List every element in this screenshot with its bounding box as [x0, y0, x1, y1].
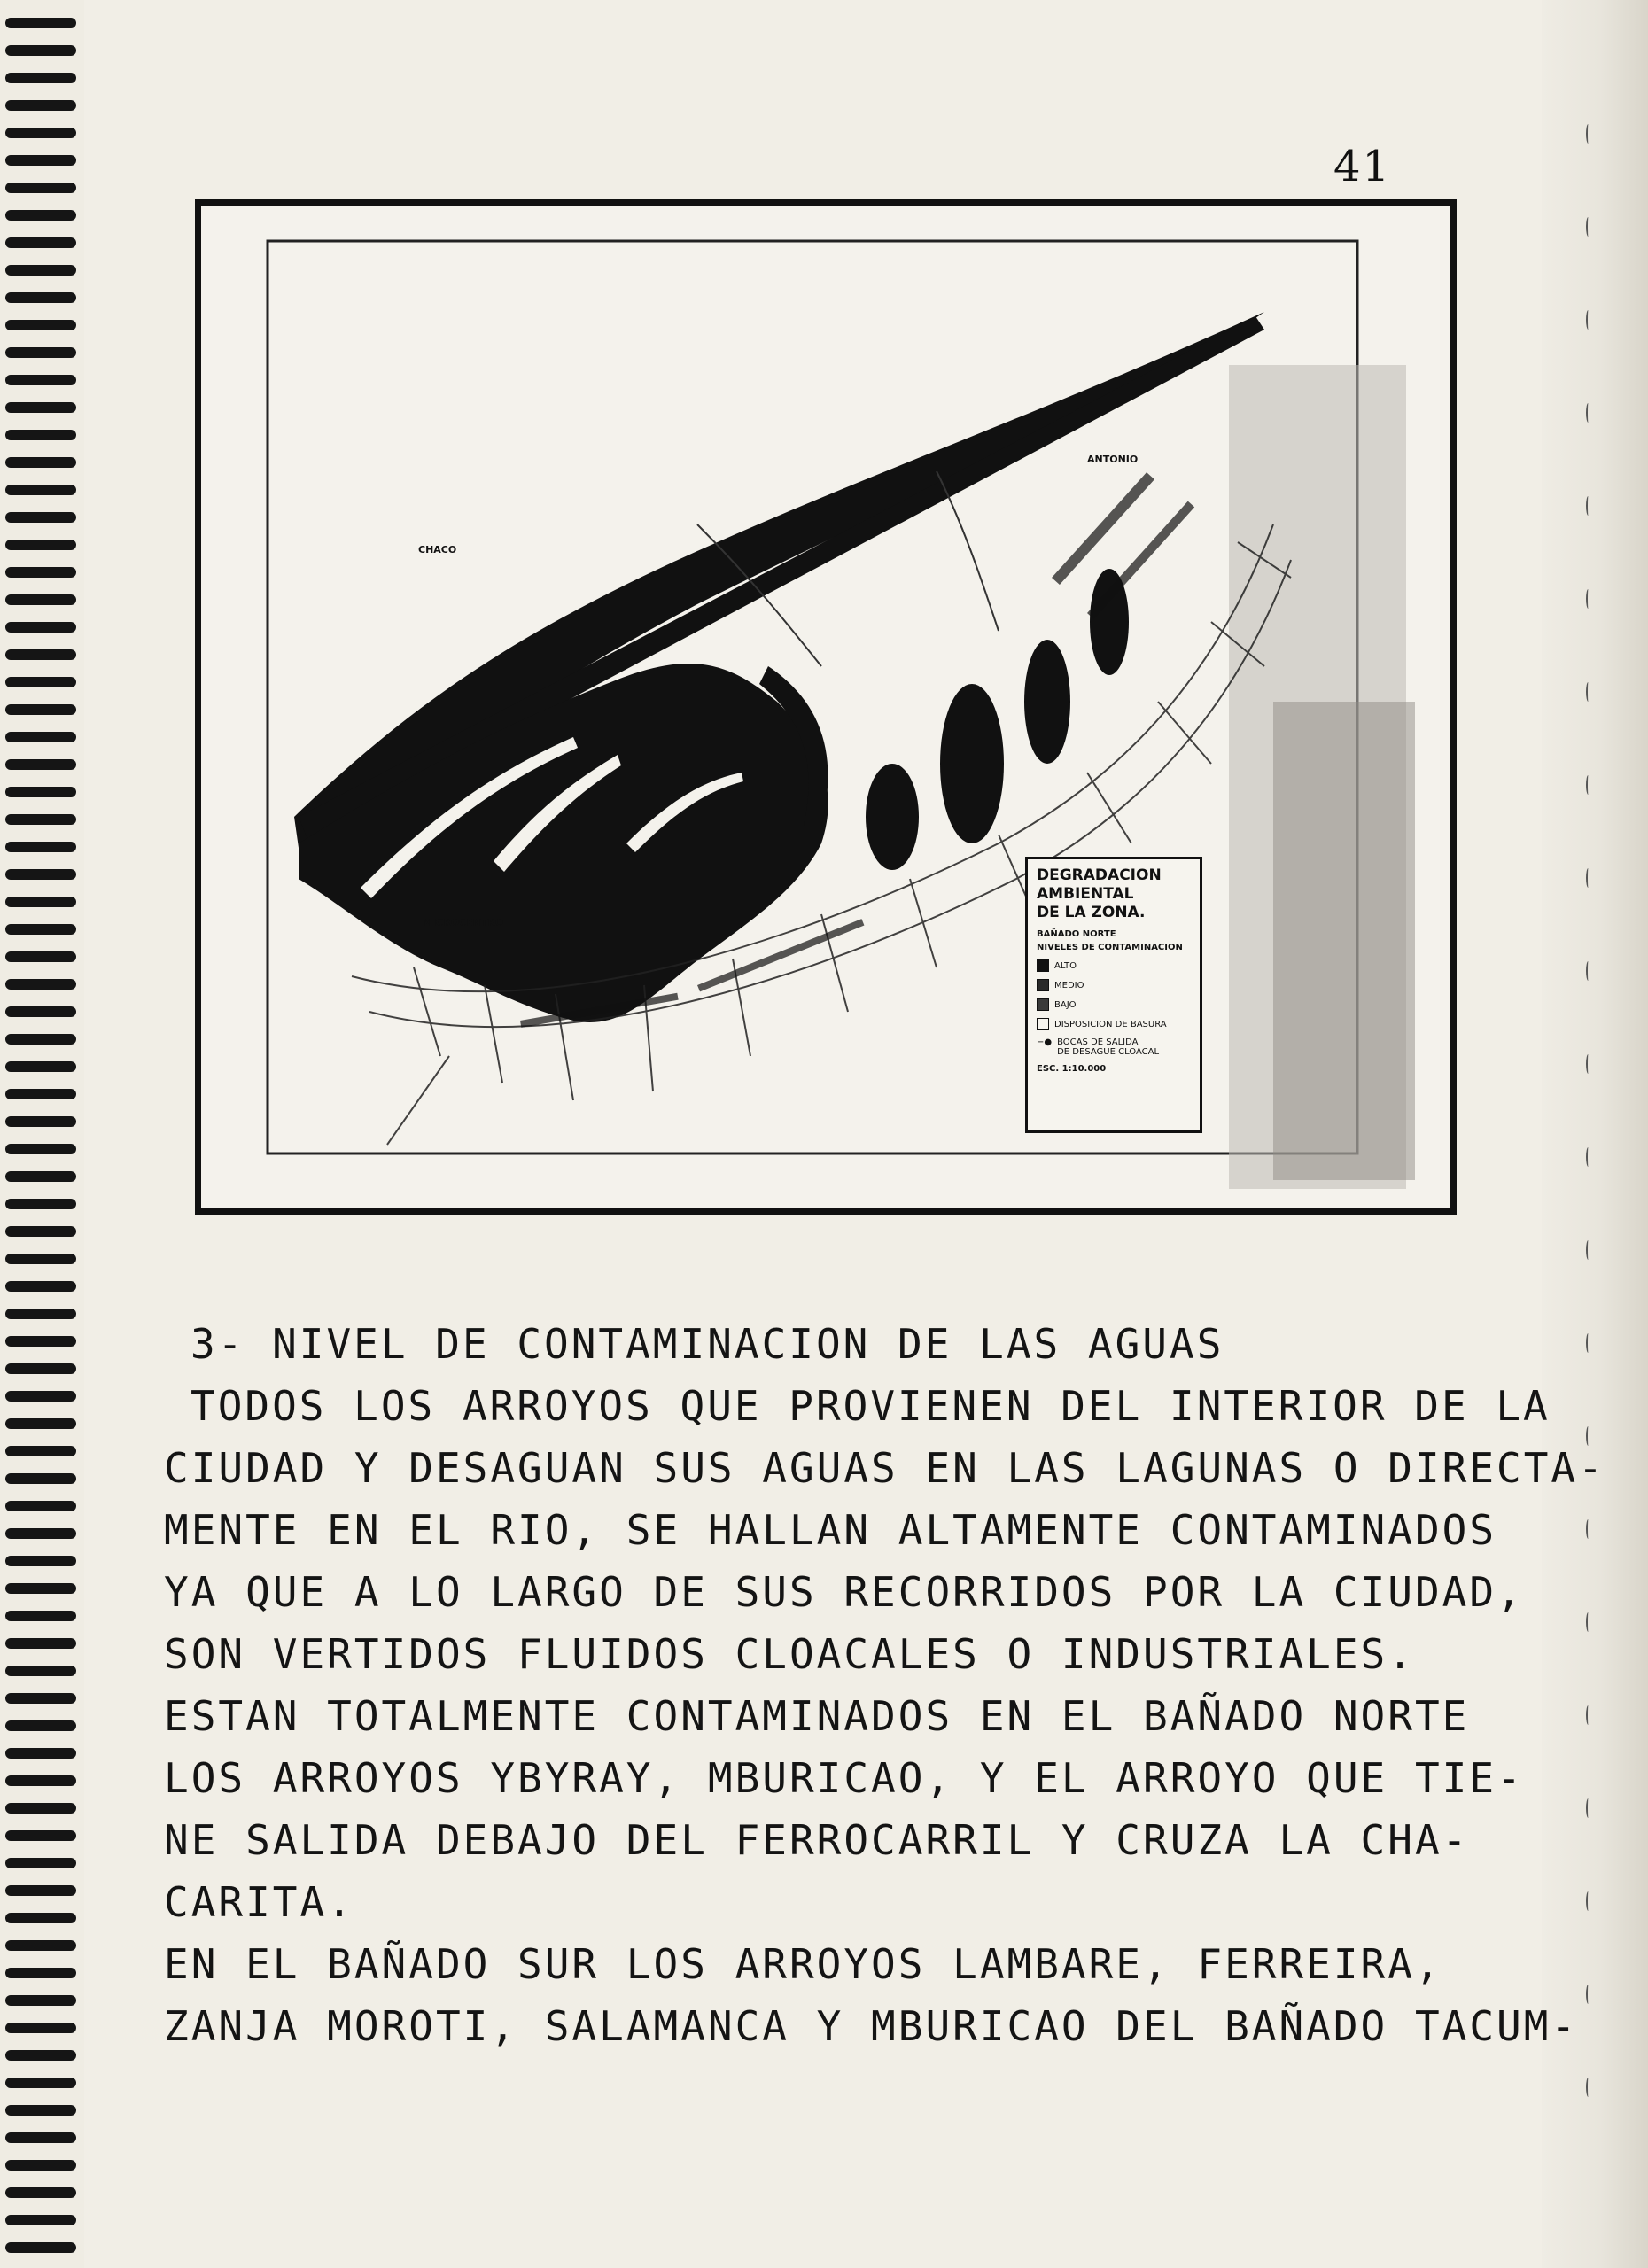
spiral-coil	[5, 512, 76, 523]
legend-sewer-line: BOCAS DE SALIDA	[1057, 1037, 1139, 1047]
text-line: SON VERTIDOS FLUIDOS CLOACALES O INDUSTRIALES.	[164, 1630, 1415, 1678]
spiral-coil	[5, 375, 76, 385]
spiral-coil	[5, 2187, 76, 2198]
spiral-coil	[5, 1775, 76, 1786]
spiral-coil	[5, 2160, 76, 2171]
spiral-coil	[5, 1666, 76, 1676]
spiral-coil	[5, 1446, 76, 1456]
map-label-antonio: ANTONIO	[1087, 454, 1139, 465]
edge-mark	[1586, 868, 1590, 888]
text-line: TODOS LOS ARROYOS QUE PROVIENEN DEL INTERIOR DE LA	[190, 1382, 1551, 1430]
map-label-microcentro: MICROCENTRO	[423, 917, 504, 928]
legend-scale: ESC. 1:10.000	[1037, 1064, 1107, 1074]
legend-area: BAÑADO NORTE	[1037, 929, 1116, 939]
legend-level-alto	[1037, 959, 1191, 972]
edge-mark	[1586, 1984, 1590, 2004]
text-line: EN EL BAÑADO SUR LOS ARROYOS LAMBARE, FERREIRA,	[164, 1940, 1442, 1988]
spiral-coil	[5, 1226, 76, 1237]
page-number: 41	[1333, 142, 1392, 191]
spiral-coil	[5, 320, 76, 330]
spiral-coil	[5, 842, 76, 852]
spiral-coil	[5, 1748, 76, 1759]
spiral-coil	[5, 1995, 76, 2006]
spiral-coil	[5, 732, 76, 742]
spiral-coil	[5, 1693, 76, 1704]
spiral-coil	[5, 2078, 76, 2088]
legend-sewer	[1037, 1037, 1191, 1057]
legend-title-line: AMBIENTAL	[1037, 885, 1134, 903]
text-line: NE SALIDA DEBAJO DEL FERROCARRIL Y CRUZA LA CHA-	[164, 1816, 1470, 1864]
legend-title	[1037, 866, 1191, 922]
spiral-coil	[5, 1528, 76, 1539]
spiral-coil	[5, 540, 76, 550]
edge-mark	[1586, 2078, 1590, 2097]
text-line: ESTAN TOTALMENTE CONTAMINADOS EN EL BAÑADO NORTE	[164, 1692, 1470, 1740]
spiral-coil	[5, 155, 76, 166]
spiral-coil	[5, 1309, 76, 1319]
spiral-coil	[5, 649, 76, 660]
edge-mark	[1586, 124, 1590, 144]
edge-mark	[1586, 589, 1590, 609]
spiral-coil	[5, 2023, 76, 2033]
edge-mark	[1586, 1333, 1590, 1353]
legend-title-line: DEGRADACION	[1037, 866, 1162, 884]
spiral-coil	[5, 485, 76, 495]
edge-mark	[1586, 1519, 1590, 1539]
edge-mark	[1586, 1612, 1590, 1632]
spiral-coil	[5, 2132, 76, 2143]
text-line: CIUDAD Y DESAGUAN SUS AGUAS EN LAS LAGUNAS O DIRECTA-	[164, 1444, 1605, 1492]
sewer-outlet-icon: −●	[1037, 1037, 1053, 1047]
spiral-coil	[5, 128, 76, 138]
edge-mark	[1586, 310, 1590, 330]
spiral-coil	[5, 1061, 76, 1072]
map-legend	[1025, 857, 1202, 1133]
spiral-coil	[5, 1913, 76, 1923]
spiral-coil	[5, 1281, 76, 1292]
spiral-coil	[5, 1583, 76, 1594]
edge-mark	[1586, 1798, 1590, 1818]
legend-garbage-label: DISPOSICION DE BASURA	[1054, 1019, 1167, 1029]
spiral-coil	[5, 1803, 76, 1814]
spiral-coil	[5, 814, 76, 825]
spiral-coil	[5, 1638, 76, 1649]
legend-level-label: ALTO	[1054, 960, 1077, 971]
spiral-coil	[5, 347, 76, 358]
spiral-coil	[5, 210, 76, 221]
spiral-coil	[5, 2242, 76, 2253]
spiral-coil	[5, 1254, 76, 1264]
spiral-coil	[5, 787, 76, 797]
spiral-coil	[5, 567, 76, 578]
page-edge	[1542, 0, 1648, 2268]
spiral-coil	[5, 759, 76, 770]
spiral-coil	[5, 1556, 76, 1566]
text-line: LOS ARROYOS YBYRAY, MBURICAO, Y EL ARROYO QUE TIE-	[164, 1754, 1524, 1802]
text-heading: 3- NIVEL DE CONTAMINACION DE LAS AGUAS	[190, 1320, 1224, 1368]
spiral-coil	[5, 1144, 76, 1154]
text-line: YA QUE A LO LARGO DE SUS RECORRIDOS POR LA CIUDAD,	[164, 1568, 1524, 1616]
legend-swatch-empty	[1037, 1018, 1049, 1030]
spiral-coil	[5, 1116, 76, 1127]
spiral-coil	[5, 1034, 76, 1045]
spiral-coil	[5, 292, 76, 303]
spiral-coil	[5, 1611, 76, 1621]
text-line: MENTE EN EL RIO, SE HALLAN ALTAMENTE CONTAMINADOS	[164, 1506, 1497, 1554]
legend-title-line: DE LA ZONA.	[1037, 904, 1146, 921]
spiral-coil	[5, 45, 76, 56]
edge-mark	[1586, 961, 1590, 981]
spiral-coil	[5, 1199, 76, 1209]
edge-mark	[1586, 217, 1590, 237]
legend-swatch	[1037, 998, 1049, 1011]
spiral-coil	[5, 979, 76, 990]
spiral-coil	[5, 1363, 76, 1374]
edge-mark	[1586, 1147, 1590, 1167]
spiral-coil	[5, 704, 76, 715]
map-figure	[195, 199, 1457, 1215]
spiral-coil	[5, 1171, 76, 1182]
spiral-coil	[5, 1006, 76, 1017]
spiral-coil	[5, 1501, 76, 1511]
spiral-coil	[5, 430, 76, 440]
edge-mark	[1586, 1891, 1590, 1911]
spiral-coil	[5, 100, 76, 111]
legend-swatch	[1037, 979, 1049, 991]
spiral-coil	[5, 1830, 76, 1841]
legend-garbage	[1037, 1018, 1191, 1030]
spiral-coil	[5, 1858, 76, 1868]
edge-mark	[1586, 1426, 1590, 1446]
edge-mark	[1586, 1054, 1590, 1074]
edge-mark	[1586, 775, 1590, 795]
legend-sewer-text	[1057, 1037, 1159, 1057]
spiral-coil	[5, 897, 76, 907]
spiral-coil	[5, 677, 76, 687]
map-drawing	[201, 206, 1450, 1208]
spiral-coil	[5, 1968, 76, 1978]
legend-swatch	[1037, 959, 1049, 972]
edge-mark	[1586, 682, 1590, 702]
spiral-coil	[5, 18, 76, 28]
legend-sewer-line: DE DESAGUE CLOACAL	[1057, 1047, 1160, 1057]
spiral-coil	[5, 622, 76, 633]
spiral-coil	[5, 1940, 76, 1951]
text-line: CARITA.	[164, 1878, 354, 1926]
spiral-coil	[5, 183, 76, 193]
legend-level-label: BAJO	[1054, 999, 1077, 1010]
spiral-coil	[5, 594, 76, 605]
legend-level-medio	[1037, 979, 1191, 991]
text-line: ZANJA MOROTI, SALAMANCA Y MBURICAO DEL BAÑADO TACUM-	[164, 2002, 1579, 2050]
spiral-coil	[5, 2105, 76, 2116]
edge-mark	[1586, 403, 1590, 423]
edge-mark	[1586, 1240, 1590, 1260]
spiral-coil	[5, 951, 76, 962]
spiral-coil	[5, 869, 76, 880]
legend-level-label: MEDIO	[1054, 980, 1084, 990]
spiral-coil	[5, 457, 76, 468]
spiral-coil	[5, 73, 76, 83]
edge-mark	[1586, 1705, 1590, 1725]
spiral-coil	[5, 237, 76, 248]
spiral-coil	[5, 1473, 76, 1484]
spiral-coil	[5, 1336, 76, 1347]
legend-level-bajo	[1037, 998, 1191, 1011]
spiral-coil	[5, 2215, 76, 2225]
spiral-coil	[5, 2050, 76, 2061]
spiral-coil	[5, 1885, 76, 1896]
spiral-coil	[5, 1089, 76, 1099]
spiral-coil	[5, 265, 76, 276]
legend-levels-heading: NIVELES DE CONTAMINACION	[1037, 943, 1183, 952]
spiral-coil	[5, 1418, 76, 1429]
map-label-chaco: CHACO	[418, 544, 457, 555]
spiral-coil	[5, 402, 76, 413]
spiral-binding	[0, 0, 84, 2268]
edge-mark	[1586, 496, 1590, 516]
spiral-coil	[5, 924, 76, 935]
spiral-coil	[5, 1720, 76, 1731]
spiral-coil	[5, 1391, 76, 1402]
